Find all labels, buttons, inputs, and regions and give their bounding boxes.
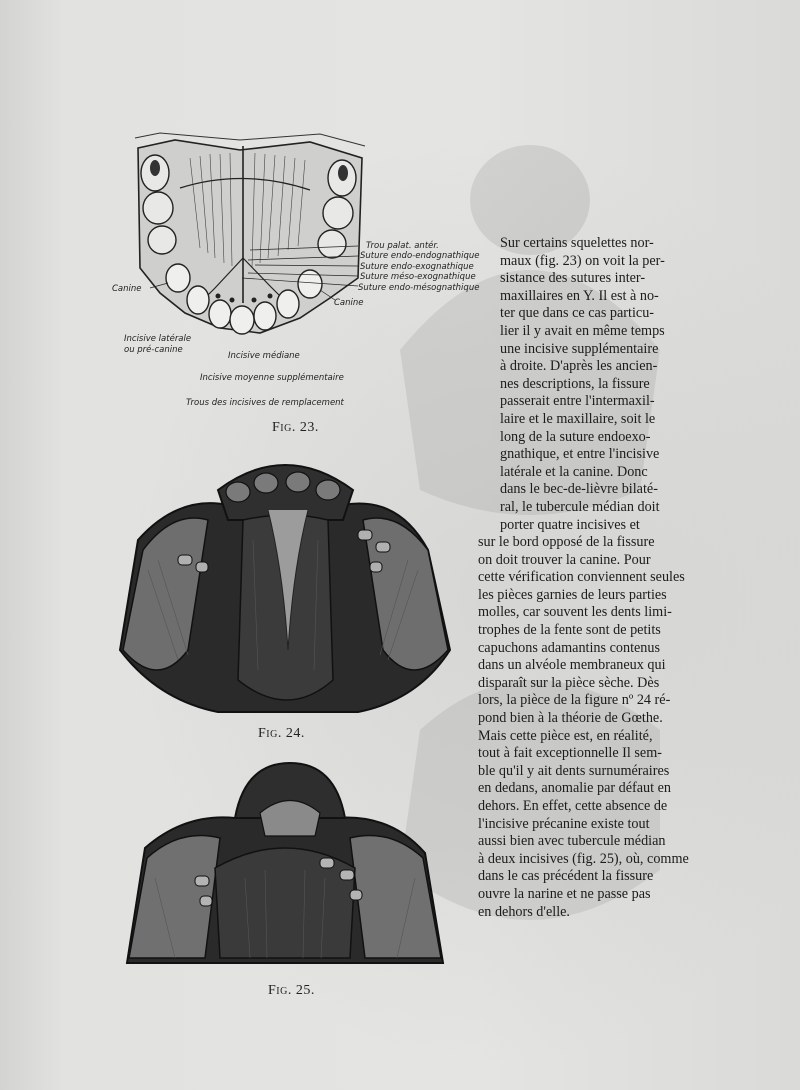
text-line: disparaît sur la pièce sèche. Dès — [478, 674, 660, 691]
figure-23-illustration — [130, 128, 370, 348]
body-paragraph — [478, 235, 730, 921]
figure-24-illustration — [118, 450, 453, 722]
text-line: latérale et la canine. Donc — [500, 463, 648, 480]
text-line: maux (fig. 23) on voit la per- — [500, 252, 665, 269]
text-line: pond bien à la théorie de Gœthe. — [478, 710, 663, 727]
label-trou-palatin: Trou palat. antér. — [366, 241, 439, 251]
label-suture-meso-exognathique: Suture méso-exognathique — [360, 272, 476, 282]
label-suture-endo-endognathique: Suture endo-endognathique — [360, 251, 480, 261]
label-incisive-laterale: Incisive latérale — [124, 334, 192, 344]
text-line: l'incisive précanine existe tout — [478, 815, 650, 832]
text-line: une incisive supplémentaire — [500, 340, 659, 357]
text-line: dans le cas précédent la fissure — [478, 868, 654, 885]
text-line: dans le bec-de-lièvre bilaté- — [500, 481, 658, 498]
text-line: maxillaires en Y. Il est à no- — [500, 287, 659, 304]
text-line: on doit trouver la canine. Pour — [478, 551, 651, 568]
text-line: à droite. D'après les ancien- — [500, 358, 658, 375]
label-suture-endo-exognathique: Suture endo-exognathique — [360, 262, 474, 272]
figure-23-caption: Fig. 23. — [272, 420, 319, 435]
text-line: passerait entre l'intermaxil- — [500, 393, 655, 410]
label-canine-right: Canine — [334, 298, 364, 308]
text-line: ouvre la narine et ne passe pas — [478, 885, 651, 902]
text-line: en dehors d'elle. — [478, 903, 570, 920]
text-line: sistance des sutures inter- — [500, 270, 646, 287]
text-line: ter que dans ce cas particu- — [500, 305, 655, 322]
figure-25-caption: Fig. 25. — [268, 983, 315, 998]
text-line: en dedans, anomalie par défaut en — [478, 780, 672, 797]
label-incisive-mediane: Incisive médiane — [228, 351, 300, 361]
text-line: laire et le maxillaire, soit le — [500, 410, 656, 427]
text-line: trophes de la fente sont de petits — [478, 622, 661, 639]
label-incisive-moyenne: Incisive moyenne supplémentaire — [200, 373, 344, 383]
label-canine-left: Canine — [112, 284, 142, 294]
text-line: ble qu'il y ait dents surnuméraires — [478, 762, 670, 779]
text-line: capuchons adamantins contenus — [478, 639, 661, 656]
text-line: sur le bord opposé de la fissure — [478, 534, 655, 551]
label-trous-incisives: Trous des incisives de remplacement — [186, 398, 344, 408]
text-line: dehors. En effet, cette absence de — [478, 798, 668, 814]
label-suture-endo-mesognathique: Suture endo-mésognathique — [358, 283, 480, 293]
text-line: lier il y avait en même temps — [500, 322, 665, 339]
text-line: les pièces garnies de leurs parties — [478, 586, 667, 603]
text-line: lors, la pièce de la figure nº 24 ré- — [478, 692, 671, 709]
text-line: porter quatre incisives et — [500, 516, 640, 533]
text-line: gnathique, et entre l'incisive — [500, 446, 660, 463]
body-text-column — [478, 235, 730, 921]
text-line: dans un alvéole membraneux qui — [478, 657, 666, 674]
text-line: aussi bien avec tubercule médian — [478, 833, 666, 850]
figure-25-illustration — [125, 758, 445, 968]
text-line: cette vérification conviennent seules — [478, 569, 685, 586]
figure-24-caption: Fig. 24. — [258, 726, 305, 741]
text-line: long de la suture endoexo- — [500, 428, 651, 445]
text-line: nes descriptions, la fissure — [500, 375, 650, 392]
text-line: molles, car souvent les dents limi- — [478, 604, 672, 621]
text-line: Mais cette pièce est, en réalité, — [478, 727, 653, 744]
label-ou-pre-canine: ou pré-canine — [124, 345, 183, 355]
text-line: à deux incisives (fig. 25), où, comme — [478, 850, 689, 867]
text-line: ral, le tubercule médian doit — [500, 498, 660, 515]
text-line: tout à fait exceptionnelle Il sem- — [478, 745, 662, 762]
text-line: Sur certains squelettes nor- — [500, 235, 654, 251]
